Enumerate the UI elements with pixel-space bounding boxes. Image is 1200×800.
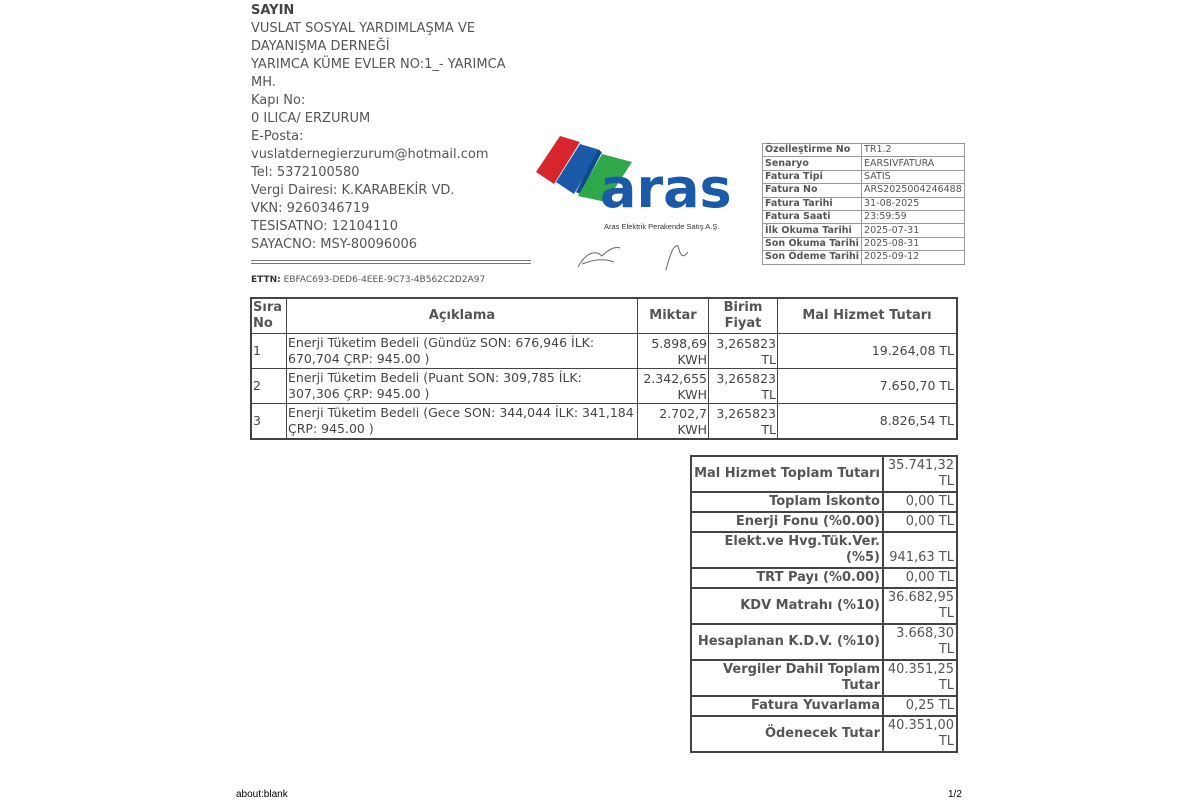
total-value: 0,00 TL [883, 492, 957, 512]
salutation: SAYIN [251, 3, 295, 18]
ettn-label: ETTN: [251, 275, 281, 285]
info-value: 31-08-2025 [862, 197, 965, 210]
invoice-info-table [762, 143, 965, 265]
info-row [763, 157, 965, 170]
row-quantity: 2.342,655 KWH [638, 369, 709, 404]
header-birim-fiyat: Birim Fiyat [709, 298, 778, 334]
header-miktar: Miktar [638, 298, 709, 334]
signature-1 [578, 247, 620, 267]
info-row [763, 237, 965, 250]
city: 0 ILICA/ ERZURUM [251, 111, 371, 126]
total-label: Toplam İskonto [691, 492, 883, 512]
total-label: Hesaplanan K.D.V. (%10) [691, 624, 883, 660]
table-row [251, 369, 957, 404]
row-unit-price: 3,265823 TL [709, 369, 778, 404]
row-unit-price: 3,265823 TL [709, 404, 778, 440]
phone: Tel: 5372100580 [251, 165, 360, 180]
info-row [763, 210, 965, 223]
total-label: Fatura Yuvarlama [691, 696, 883, 716]
total-label: Elekt.ve Hvg.Tük.Ver. (%5) [691, 532, 883, 568]
info-row [763, 251, 965, 264]
total-value: 0,00 TL [883, 568, 957, 588]
total-label: Mal Hizmet Toplam Tutarı [691, 456, 883, 492]
total-row [691, 512, 957, 532]
table-row [251, 404, 957, 440]
info-value: ARS2025004246488 [862, 184, 965, 197]
total-label: Enerji Fonu (%0.00) [691, 512, 883, 532]
total-row [691, 696, 957, 716]
info-label: Senaryo [763, 157, 862, 170]
total-row [691, 660, 957, 696]
row-no: 2 [251, 369, 287, 404]
total-value: 35.741,32 TL [883, 456, 957, 492]
total-value: 36.682,95 TL [883, 588, 957, 624]
info-value: 23:59:59 [862, 210, 965, 223]
row-quantity: 5.898,69 KWH [638, 334, 709, 369]
info-label: Fatura Saati [763, 210, 862, 223]
total-label: TRT Payı (%0.00) [691, 568, 883, 588]
totals-table [690, 455, 958, 753]
info-label: Fatura No [763, 184, 862, 197]
door-no: Kapı No: [251, 93, 306, 108]
info-value: TR1.2 [862, 144, 965, 157]
tax-office: Vergi Dairesi: K.KARABEKİR VD. [251, 183, 455, 198]
total-row [691, 568, 957, 588]
row-amount: 7.650,70 TL [778, 369, 958, 404]
info-row [763, 144, 965, 157]
tax-number: VKN: 9260346719 [251, 201, 370, 216]
info-row [763, 197, 965, 210]
installation-number: TESISATNO: 12104110 [251, 219, 398, 234]
total-label: KDV Matrahı (%10) [691, 588, 883, 624]
total-value: 40.351,00 TL [883, 716, 957, 752]
items-header-row [251, 298, 957, 334]
info-value: 2025-07-31 [862, 224, 965, 237]
email: vuslatdernegierzurum@hotmail.com [251, 147, 489, 162]
header-aciklama: Açıklama [287, 298, 638, 334]
row-amount: 8.826,54 TL [778, 404, 958, 440]
table-row [251, 334, 957, 369]
info-row [763, 184, 965, 197]
logo-text: aras [600, 157, 732, 220]
customer-name: VUSLAT SOSYAL YARDIMLAŞMA VE DAYANIŞMA DERNEĞİ [251, 21, 476, 54]
info-label: İlk Okuma Tarihi [763, 224, 862, 237]
meter-number: SAYACNO: MSY-80096006 [251, 237, 418, 252]
total-row [691, 588, 957, 624]
row-no: 3 [251, 404, 287, 440]
row-description: Enerji Tüketim Bedeli (Gece SON: 344,044 İLK: 341,184 ÇRP: 945.00 ) [287, 404, 638, 440]
customer-address: YARIMCA KÜME EVLER NO:1_- YARIMCA MH. [251, 57, 506, 90]
info-label: Özelleştirme No [763, 144, 862, 157]
info-value: EARSIVFATURA [862, 157, 965, 170]
info-label: Son Okuma Tarihi [763, 237, 862, 250]
row-description: Enerji Tüketim Bedeli (Gündüz SON: 676,946 İLK: 670,704 ÇRP: 945.00 ) [287, 334, 638, 369]
total-row [691, 624, 957, 660]
divider [251, 260, 531, 264]
logo-subtitle: Aras Elektrik Perakende Satış A.Ş. [604, 222, 720, 231]
footer-url: about:blank [236, 789, 288, 800]
info-value: 2025-08-31 [862, 237, 965, 250]
row-amount: 19.264,08 TL [778, 334, 958, 369]
total-value: 941,63 TL [883, 532, 957, 568]
header-mal-hizmet-tutari: Mal Hizmet Tutarı [778, 298, 958, 334]
aras-logo [532, 132, 754, 277]
ettn-value: EBFAC693-DED6-4EEE-9C73-4B562C2D2A97 [283, 275, 486, 285]
header-sira-no: Sıra No [251, 298, 287, 334]
email-label: E-Posta: [251, 129, 304, 144]
total-row [691, 532, 957, 568]
row-no: 1 [251, 334, 287, 369]
signature-2 [666, 246, 688, 270]
total-value: 0,00 TL [883, 512, 957, 532]
row-unit-price: 3,265823 TL [709, 334, 778, 369]
total-label: Ödenecek Tutar [691, 716, 883, 752]
info-value: SATIS [862, 170, 965, 183]
info-label: Fatura Tipi [763, 170, 862, 183]
items-table [250, 297, 958, 440]
info-row [763, 224, 965, 237]
total-label: Vergiler Dahil Toplam Tutar [691, 660, 883, 696]
info-row [763, 170, 965, 183]
total-value: 3.668,30 TL [883, 624, 957, 660]
total-row [691, 492, 957, 512]
row-description: Enerji Tüketim Bedeli (Puant SON: 309,785 İLK: 307,306 ÇRP: 945.00 ) [287, 369, 638, 404]
row-quantity: 2.702,7 KWH [638, 404, 709, 440]
info-value: 2025-09-12 [862, 251, 965, 264]
customer-address-block [251, 2, 531, 264]
ettn [251, 275, 485, 286]
total-value: 0,25 TL [883, 696, 957, 716]
total-value: 40.351,25 TL [883, 660, 957, 696]
info-label: Fatura Tarihi [763, 197, 862, 210]
total-row [691, 716, 957, 752]
footer-page-number: 1/2 [948, 789, 962, 800]
info-label: Son Ödeme Tarihi [763, 251, 862, 264]
total-row [691, 456, 957, 492]
